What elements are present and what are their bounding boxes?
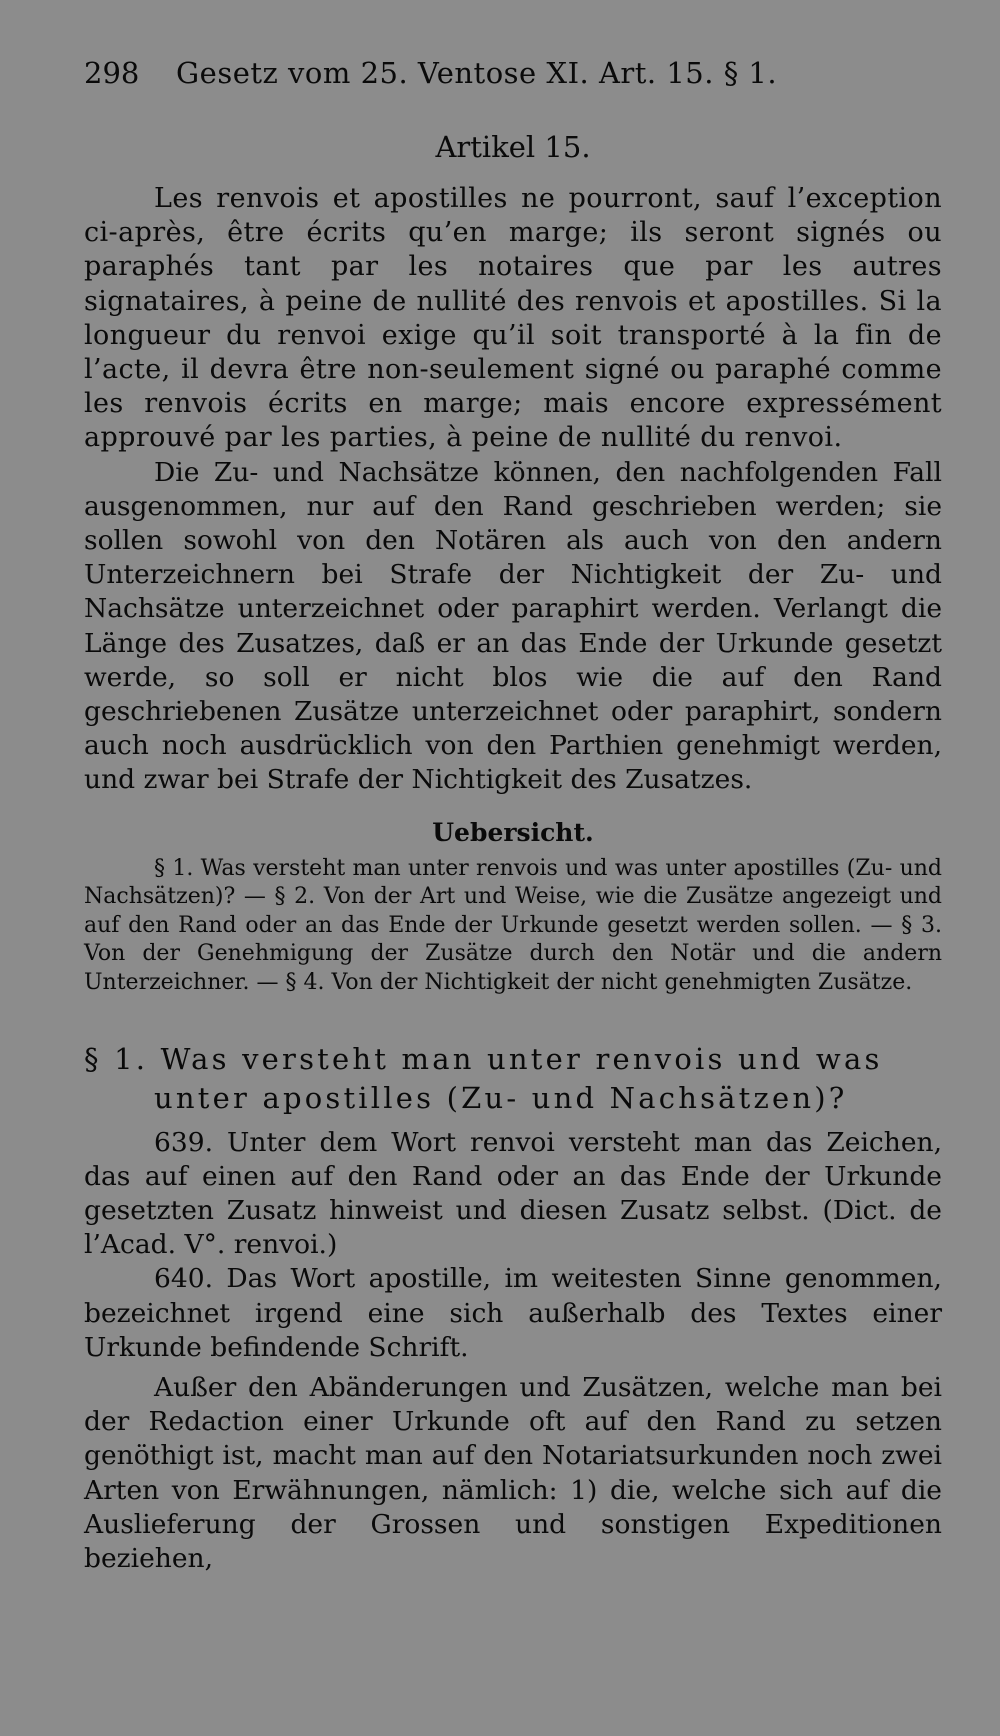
french-article-text: Les renvois et apostilles ne pourront, sauf l’exception ci-après, être écrits qu’en marge; ils seront signés ou paraphés tant par les notaires que par les autres signataires, à peine de nullité des renvois et apostilles. Si la longueur du renvoi exige qu’il soit transporté à la fin de l’acte, il devra être non-seulement signé ou paraphé comme les renvois écrits en marge; mais encore expressément approuvé par les parties, à peine de nullité du renvoi. bbox=[84, 183, 942, 454]
paragraph-ausser: Außer den Abänderungen und Zusätzen, welche man bei der Redaction einer Urkunde oft auf den Rand zu setzen genöthigt ist, macht man auf den Notariatsurkunden noch zwei Arten von Erwähnungen, nämlich: 1) die, welche sich auf die Auslieferung der Grossen und sonstigen Expeditionen beziehen, bbox=[84, 1372, 942, 1575]
running-head: Gesetz vom 25. Ventose XI. Art. 15. § 1. bbox=[176, 56, 778, 90]
article-title: Artikel 15. bbox=[435, 130, 591, 164]
page-header bbox=[84, 56, 942, 90]
paragraph-639: 639. Unter dem Wort renvoi versteht man das Zeichen, das auf einen auf den Rand oder an das Ende der Urkunde gesetzten Zusatz hinweist und diesen Zusatz selbst. (Dict. de l’Acad. V°. renvoi.) bbox=[84, 1126, 942, 1261]
page-number: 298 bbox=[84, 56, 140, 90]
german-article-text: Die Zu- und Nachsätze können, den nachfolgenden Fall ausgenommen, nur auf den Rand geschrieben werden; sie sollen sowohl von den Notären als auch von den andern Unterzeichnern bei Strafe der Nichtigkeit der Zu- und Nachsätze unterzeichnet oder paraphirt werden. Verlangt die Länge des Zusatzes, daß er an das Ende der Urkunde gesetzt werde, so soll er nicht blos wie die auf den Rand geschriebenen Zusätze unterzeichnet oder paraphirt, sondern auch noch ausdrücklich von den Parthien genehmigt werden, und zwar bei Strafe der Nichtigkeit des Zusatzes. bbox=[84, 456, 942, 796]
section-heading: § 1. Was versteht man unter renvois und was unter apostilles (Zu- und Nachsätzen)? bbox=[84, 1041, 883, 1115]
overview-text: § 1. Was versteht man unter renvois und was unter apostilles (Zu- und Nachsätzen)? — § 2. Von der Art und Weise, wie die Zusätze angezeigt und auf den Rand oder an das Ende der Urkunde gesetzt werden sollen. — § 3. Von der Genehmigung der Zusätze durch den Notär und die andern Unterzeichner. — § 4. Von der Nichtigkeit der nicht genehmigten Zusätze. bbox=[84, 855, 942, 996]
paragraph-640: 640. Das Wort apostille, im weitesten Sinne genommen, bezeichnet irgend eine sich außerhalb des Textes einer Urkunde befindende Schrift. bbox=[84, 1263, 942, 1363]
overview-title: Uebersicht. bbox=[432, 817, 594, 847]
